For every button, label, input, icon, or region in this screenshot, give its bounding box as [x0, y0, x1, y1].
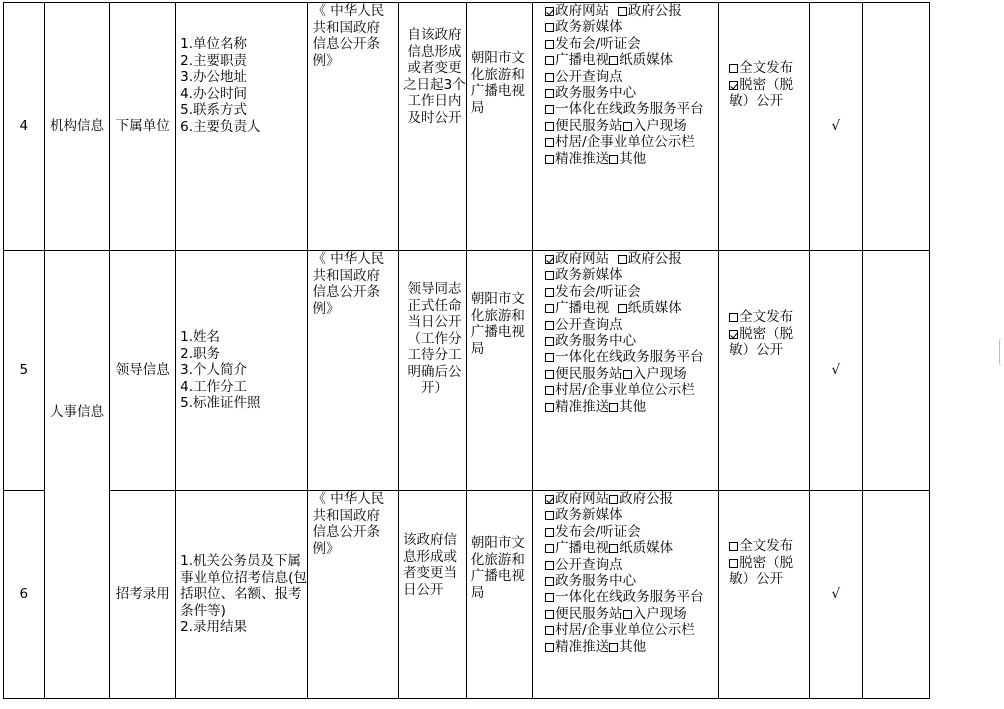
table-row: [4, 3, 1004, 251]
checkbox-checked[interactable]: [545, 7, 554, 16]
checkbox[interactable]: [545, 304, 554, 313]
row-number: 5: [4, 251, 45, 491]
checkmark: √: [809, 251, 862, 491]
checkmark: √: [809, 491, 862, 699]
checkbox[interactable]: [609, 403, 618, 412]
checkbox-checked[interactable]: [729, 81, 738, 90]
checkbox[interactable]: [545, 122, 554, 131]
responsible-dept: 朝阳市文化旅游和广播电视局: [466, 251, 532, 491]
checkbox[interactable]: [545, 370, 554, 379]
checkbox[interactable]: [609, 495, 618, 504]
checkbox-checked[interactable]: [545, 495, 554, 504]
checkbox[interactable]: [545, 353, 554, 362]
table-row: [4, 491, 1004, 699]
checkbox[interactable]: [545, 138, 554, 147]
checkbox[interactable]: [545, 337, 554, 346]
checkbox[interactable]: [545, 643, 554, 652]
checkbox[interactable]: [609, 155, 618, 164]
checkbox[interactable]: [623, 370, 632, 379]
content-list: [176, 491, 308, 699]
checkbox[interactable]: [545, 403, 554, 412]
row-number: 4: [4, 3, 45, 251]
category-cell: 人事信息: [44, 251, 110, 699]
content-line: 1.机关公务员及下属事业单位招考信息(包括职位、名额、报考条件等): [180, 553, 307, 619]
scroll-edge-handle[interactable]: [999, 338, 1004, 366]
checkbox[interactable]: [545, 271, 554, 280]
item-cell: 领导信息: [110, 251, 176, 491]
empty-cell: [862, 251, 930, 491]
publish-mode: 全文发布 脱密（脱敏）公开: [719, 491, 810, 699]
empty-cell: [862, 3, 930, 251]
legal-basis: 《 中华人民共和国政府信息公开条例》: [308, 251, 399, 491]
legal-basis: 《 中华人民共和国政府信息公开条例》: [308, 491, 399, 699]
publish-mode: 全文发布 脱密（脱敏）公开: [719, 251, 810, 491]
channel-list: 政府网站 政府公报 政务新媒体 发布会/听证会 广播电视 纸质媒体 公开查询点 政务服务中心 一体化在线政务服务平台 便民服务站 入户现场 村居/企事业单位公示栏 精准推送 其他: [533, 251, 719, 491]
checkbox[interactable]: [545, 288, 554, 297]
table-row: [4, 251, 1004, 491]
checkbox[interactable]: [729, 559, 738, 568]
item-cell: 招考录用: [110, 491, 176, 699]
publish-mode: 全文发布 脱密（脱敏）公开: [719, 3, 810, 251]
content-line: 3.个人简介: [180, 362, 247, 379]
checkbox[interactable]: [545, 89, 554, 98]
responsible-dept: 朝阳市文化旅游和广播电视局: [466, 3, 532, 251]
checkbox[interactable]: [545, 321, 554, 330]
checkbox[interactable]: [545, 155, 554, 164]
checkbox[interactable]: [609, 643, 618, 652]
content-line: 2.主要职责: [180, 52, 247, 69]
checkbox[interactable]: [618, 304, 627, 313]
item-cell: 下属单位: [110, 3, 176, 251]
empty-cell: [862, 491, 930, 699]
responsible-dept: 朝阳市文化旅游和广播电视局: [466, 491, 532, 699]
checkbox[interactable]: [545, 56, 554, 65]
channel-list: 政府网站 政府公报 政务新媒体 发布会/听证会 广播电视 纸质媒体 公开查询点 政务服务中心 一体化在线政务服务平台 便民服务站 入户现场 村居/企事业单位公示栏 精准推送 其他: [533, 3, 719, 251]
content-list: [176, 3, 308, 251]
checkbox[interactable]: [729, 64, 738, 73]
checkbox[interactable]: [623, 122, 632, 131]
time-limit: 领导同志正式任命当日公开（工作分工待分工明确后公开）: [399, 251, 467, 491]
checkbox[interactable]: [545, 528, 554, 537]
row-number: 6: [4, 491, 45, 699]
checkmark: √: [809, 3, 862, 251]
time-limit: 自该政府信息形成或者变更之日起3个工作日内及时公开: [399, 3, 467, 251]
content-line: 1.姓名: [180, 329, 220, 346]
disclosure-table: [3, 2, 1004, 699]
checkbox[interactable]: [545, 105, 554, 114]
legal-basis: 《 中华人民共和国政府信息公开条例》: [308, 3, 399, 251]
content-line: 1.单位名称: [180, 36, 247, 52]
content-list: [176, 251, 308, 491]
channel-list: 政府网站 政府公报 政务新媒体 发布会/听证会 广播电视 纸质媒体 公开查询点 政务服务中心 一体化在线政务服务平台 便民服务站 入户现场 村居/企事业单位公示栏 精准推送 其他: [533, 491, 719, 699]
checkbox[interactable]: [545, 23, 554, 32]
content-line: 3.办公地址: [180, 69, 247, 85]
checkbox[interactable]: [729, 542, 738, 551]
checkbox[interactable]: [729, 313, 738, 322]
checkbox[interactable]: [618, 7, 627, 16]
checkbox[interactable]: [618, 255, 627, 264]
checkbox[interactable]: [545, 511, 554, 520]
checkbox-checked[interactable]: [545, 255, 554, 264]
content-line: 2.职务: [180, 345, 220, 362]
content-line: 4.办公时间: [180, 85, 247, 102]
content-line: 6.主要负责人: [180, 118, 261, 135]
checkbox[interactable]: [545, 593, 554, 602]
checkbox[interactable]: [609, 56, 618, 65]
content-line: 5.联系方式: [180, 102, 247, 118]
content-line: 2.录用结果: [180, 619, 247, 636]
checkbox[interactable]: [545, 40, 554, 49]
checkbox[interactable]: [545, 386, 554, 395]
checkbox-checked[interactable]: [729, 330, 738, 339]
checkbox[interactable]: [545, 544, 554, 553]
checkbox[interactable]: [545, 626, 554, 635]
checkbox[interactable]: [623, 610, 632, 619]
checkbox[interactable]: [545, 577, 554, 586]
content-line: 5.标准证件照: [180, 395, 261, 412]
checkbox[interactable]: [545, 73, 554, 82]
checkbox[interactable]: [545, 561, 554, 570]
checkbox[interactable]: [545, 610, 554, 619]
category-cell: 机构信息: [44, 3, 110, 251]
checkbox[interactable]: [609, 544, 618, 553]
content-line: 4.工作分工: [180, 378, 247, 395]
time-limit: 该政府信息形成或者变更当日公开: [399, 491, 467, 699]
